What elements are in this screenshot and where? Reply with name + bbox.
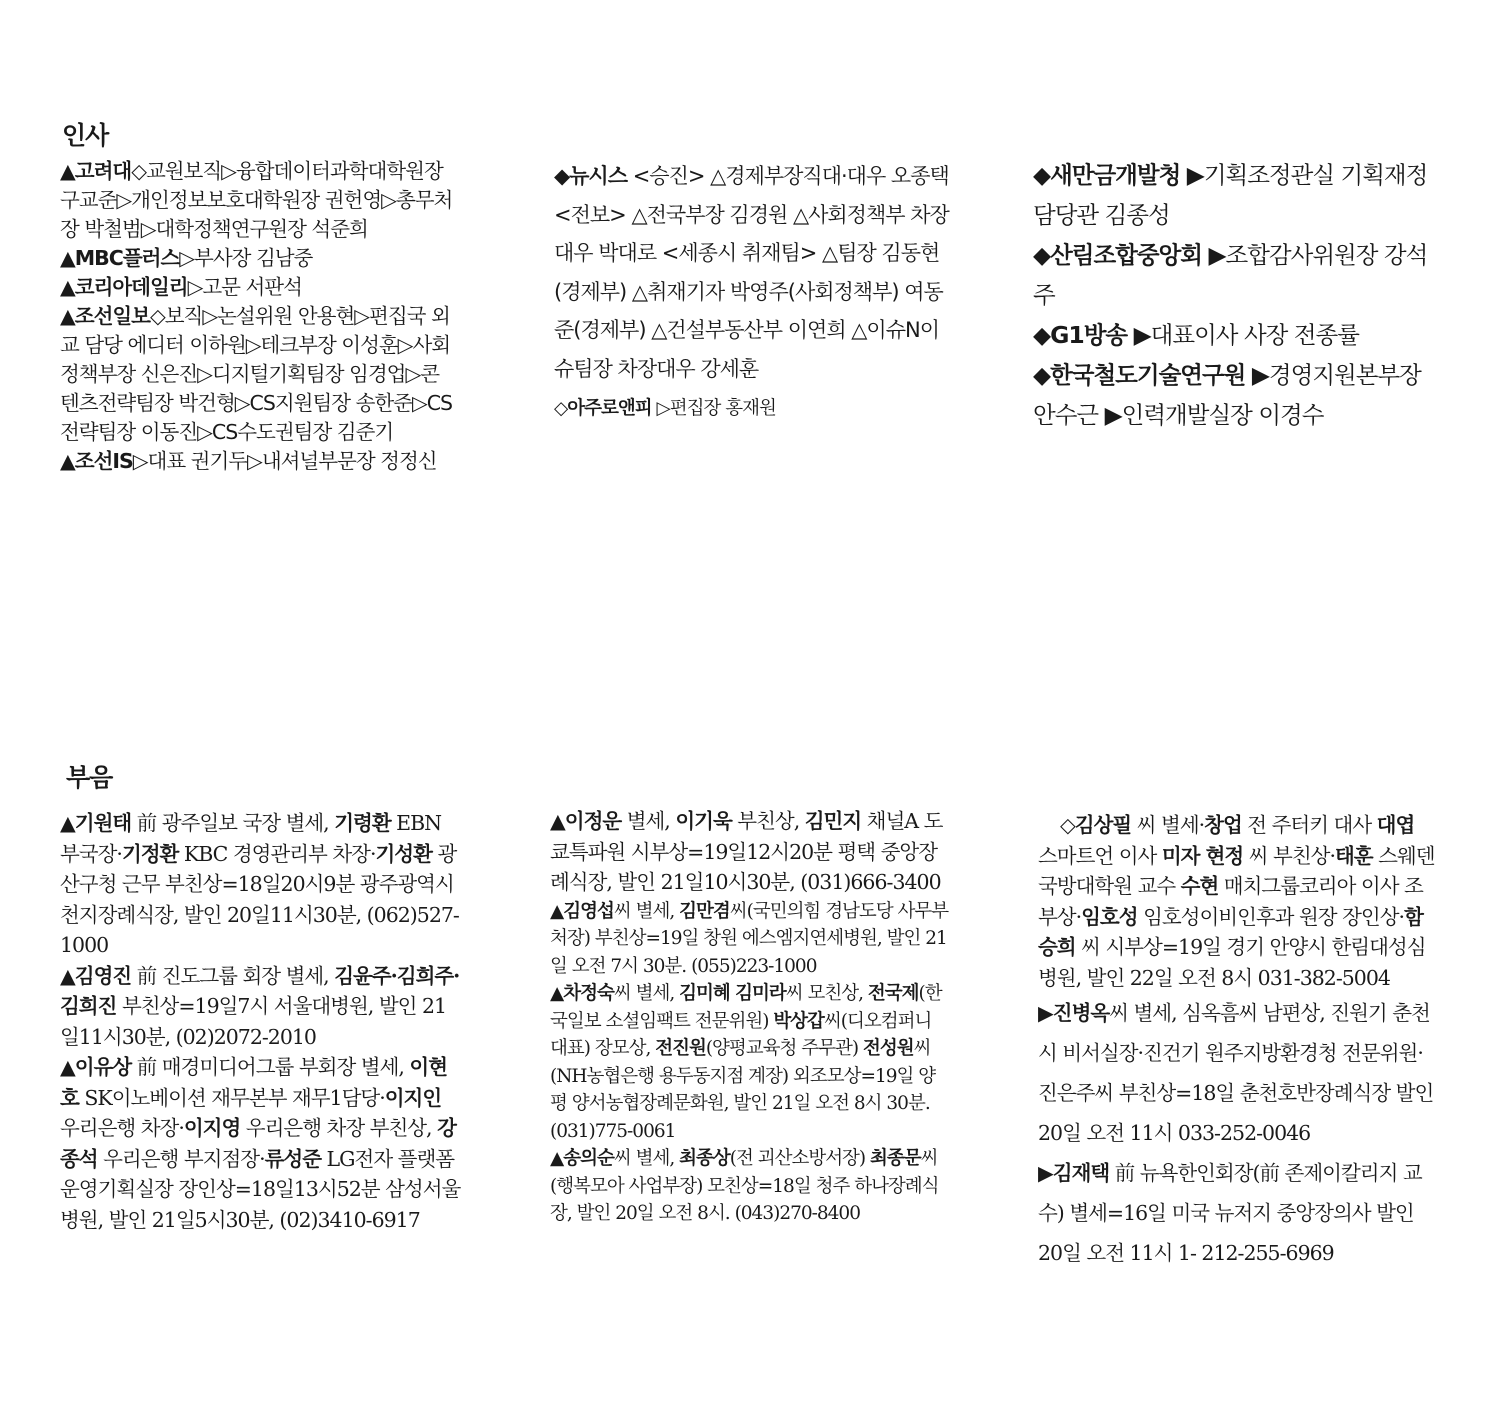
obituary-entry bbox=[550, 980, 950, 1145]
person-name: 김만겸 bbox=[679, 900, 730, 922]
obituary-entry bbox=[1038, 810, 1438, 993]
personnel-entry bbox=[1033, 315, 1433, 355]
entry-text: 씨 별세, bbox=[613, 1148, 680, 1169]
entry-text: 씨 모친상, bbox=[785, 983, 868, 1004]
obituary-column-1 bbox=[60, 808, 464, 1235]
entry-text: 우리은행 부지점장· bbox=[97, 1146, 265, 1171]
personnel-entry bbox=[1033, 155, 1433, 235]
person-name: 최종상 bbox=[679, 1148, 730, 1169]
entry-text: 광산구청 근무 부친상=18일20시9분 광주광역시 천지장례식장, 발인 20일11시30분, (062)527-1000 bbox=[60, 841, 459, 957]
person-name: ▶김재택 bbox=[1038, 1161, 1110, 1185]
entry-text: 우리은행 차장 부친상, bbox=[240, 1116, 438, 1140]
obituary-entry bbox=[550, 806, 950, 898]
personnel-entry bbox=[60, 447, 455, 476]
person-name: ▲김영진 bbox=[60, 963, 132, 988]
entry-text: 스마트언 이사 bbox=[1038, 843, 1162, 868]
personnel-entry bbox=[554, 157, 949, 388]
entry-text: ▶기획조정관실 기획재정담당관 김종성 bbox=[1033, 161, 1428, 229]
entry-org: ◆G1방송 bbox=[1033, 321, 1128, 349]
person-name: 전국제 bbox=[867, 983, 919, 1004]
personnel-column-1 bbox=[60, 157, 455, 476]
person-name: 김미혜 김미라 bbox=[679, 983, 786, 1004]
person-name: 이지인 bbox=[384, 1085, 442, 1110]
obituary-heading: 부음 bbox=[66, 763, 113, 792]
person-name: ▲차정숙 bbox=[550, 983, 614, 1004]
entry-text: ▶대표이사 사장 전종률 bbox=[1127, 321, 1359, 349]
entry-text: ▷대표 권기두▷내셔널부문장 정정신 bbox=[132, 449, 437, 473]
person-name: ▲이유상 bbox=[60, 1055, 132, 1079]
personnel-entry bbox=[60, 244, 455, 273]
personnel-entry bbox=[60, 273, 455, 302]
entry-org: ◆한국철도기술연구원 bbox=[1033, 361, 1246, 389]
entry-text: ▶경영지원본부장 안수근 ▶인력개발실장 이경수 bbox=[1033, 361, 1421, 429]
entry-org: ▲MBC플러스 bbox=[60, 246, 180, 270]
entry-org: ▲조선IS bbox=[60, 449, 133, 473]
entry-text: ▷고문 서판석 bbox=[187, 275, 302, 299]
entry-text: 채널A 도쿄특파원 시부상=19일12시20분 평택 중앙장례식장, 발인 21일10시30분, (031)666-3400 bbox=[550, 809, 943, 894]
entry-text: SK이노베이션 재무본부 재무1담당· bbox=[78, 1085, 385, 1110]
entry-text: 스웨덴국방대학원 교수 bbox=[1038, 843, 1435, 898]
person-name: 강종석 bbox=[60, 1116, 456, 1171]
entry-text: 前 진도그룹 회장 별세, bbox=[131, 963, 335, 988]
person-name: 전성원 bbox=[863, 1038, 914, 1059]
person-name: ◇김상필 bbox=[1060, 813, 1132, 837]
person-name: 박상갑 bbox=[773, 1010, 824, 1032]
entry-text: (한국일보 소셜임팩트 전문위원) bbox=[550, 983, 942, 1032]
personnel-column-3 bbox=[1033, 155, 1433, 435]
person-name: 최종문 bbox=[870, 1148, 921, 1169]
person-name: 기령환 bbox=[334, 811, 391, 835]
person-name: 미자 현정 bbox=[1161, 843, 1244, 868]
entry-text: 씨 별세· bbox=[1131, 813, 1205, 837]
entry-text: 임호성이비인후과 원장 장인상· bbox=[1137, 904, 1405, 929]
personnel-entry bbox=[60, 157, 455, 244]
entry-text: LG전자 플랫폼운영기획실장 장인상=18일13시52분 삼성서울병원, 발인 21일5시30분, (02)3410-6917 bbox=[60, 1146, 461, 1232]
entry-org: ▲코리아데일리 bbox=[60, 275, 188, 299]
entry-text: 우리은행 차장· bbox=[60, 1116, 184, 1140]
entry-org: ▲조선일보 bbox=[60, 304, 150, 328]
obituary-entry bbox=[550, 898, 950, 981]
entry-text: ▷편집장 홍재원 bbox=[651, 398, 776, 419]
person-name: ▲김영섭 bbox=[550, 900, 614, 922]
person-name: 이현호 bbox=[60, 1055, 448, 1110]
entry-text: 별세, bbox=[621, 809, 676, 833]
entry-org: ◆산림조합중앙회 bbox=[1033, 241, 1202, 269]
entry-text: 부친상, bbox=[731, 809, 805, 833]
obituary-column-2 bbox=[550, 806, 950, 1228]
entry-text: 前 뉴욕한인회장(前 존제이칼리지 교수) 별세=16일 미국 뉴저지 중앙장의사 발인 20일 오전 11시 1- 212-255-6969 bbox=[1038, 1161, 1422, 1265]
entry-text: 씨 시부상=19일 경기 안양시 한림대성심병원, 발인 22일 오전 8시 031-382-5004 bbox=[1038, 935, 1426, 990]
entry-text: (전 괴산소방서장) bbox=[729, 1148, 871, 1169]
person-name: 기정환 bbox=[121, 841, 179, 866]
person-name: 창업 bbox=[1204, 813, 1242, 837]
entry-text: EBN 부국장· bbox=[60, 811, 442, 866]
personnel-column-2 bbox=[554, 157, 949, 429]
entry-text: ▶조합감사위원장 강석주 bbox=[1033, 241, 1428, 309]
person-name: 태훈 bbox=[1334, 843, 1373, 868]
person-name: 함승희 bbox=[1038, 904, 1423, 959]
person-name: ▲기원태 bbox=[60, 811, 132, 835]
obituary-entry bbox=[60, 1052, 464, 1235]
person-name: ▶진병옥 bbox=[1038, 1001, 1110, 1025]
personnel-entry bbox=[60, 302, 455, 447]
person-name: 류성준 bbox=[264, 1146, 322, 1171]
person-name: 기성환 bbox=[375, 841, 432, 866]
entry-text: (양평교육청 주무관) bbox=[705, 1038, 864, 1059]
entry-org: ▲고려대 bbox=[60, 159, 132, 183]
person-name: 이기욱 bbox=[675, 809, 732, 833]
obituary-entry bbox=[60, 808, 464, 961]
person-name: 임호성 bbox=[1081, 904, 1138, 929]
entry-text: 씨 부친상· bbox=[1243, 843, 1335, 868]
person-name: 김윤주·김희주·김희진 bbox=[60, 963, 460, 1018]
entry-org: ◆뉴시스 bbox=[554, 164, 628, 188]
obituary-entry bbox=[1038, 1153, 1438, 1273]
entry-text: <승진> △경제부장직대·대우 오종택 <전보> △전국부장 김경원 △사회정책부 차장대우 박대로 <세종시 취재팀> △팀장 김동현(경제부) △취재기자 박영주(사회정책부) 여동준(경제부) △건설부동산부 이연희 △이슈N이슈팀장 차장대우 강세훈 bbox=[554, 164, 949, 381]
entry-text: 씨 별세, bbox=[613, 900, 680, 922]
entry-text: 씨(디오컴퍼니 대표) 장모상, bbox=[550, 1010, 932, 1059]
entry-org: ◇아주로앤피 bbox=[554, 398, 652, 419]
person-name: 수현 bbox=[1180, 874, 1219, 898]
entry-text: 前 매경미디어그룹 부회장 별세, bbox=[131, 1055, 410, 1079]
person-name: 이지영 bbox=[183, 1116, 241, 1140]
person-name: ▲송의순 bbox=[550, 1148, 614, 1169]
entry-org: ◆새만금개발청 bbox=[1033, 161, 1181, 189]
entry-text: 씨(행복모아 사업부장) 모친상=18일 청주 하나장례식장, 발인 20일 오전 8시. (043)270-8400 bbox=[550, 1148, 939, 1224]
personnel-entry bbox=[1033, 355, 1433, 435]
person-name: 전진원 bbox=[655, 1038, 706, 1059]
entry-text: 부친상=19일7시 서울대병원, 발인 21일11시30분, (02)2072-2010 bbox=[60, 994, 447, 1049]
obituary-entry bbox=[60, 961, 464, 1053]
personnel-entry bbox=[554, 390, 949, 429]
entry-text: 씨(NH농협은행 용두동지점 계장) 외조모상=19일 양평 양서농협장례문화원, 발인 21일 오전 8시 30분. (031)775-0061 bbox=[550, 1038, 936, 1142]
entry-text: 씨(국민의힘 경남도당 사무부처장) 부친상=19일 창원 에스엠지연세병원, 발인 21일 오전 7시 30분. (055)223-1000 bbox=[550, 900, 949, 977]
personnel-heading: 인사 bbox=[62, 121, 109, 150]
entry-text: KBC 경영관리부 차장· bbox=[178, 841, 376, 866]
entry-text: 전 주터키 대사 bbox=[1241, 813, 1377, 837]
person-name: ▲이정운 bbox=[550, 809, 622, 833]
obituary-entry bbox=[1038, 993, 1438, 1153]
entry-text: 매치그룹코리아 이사 조부상· bbox=[1038, 874, 1423, 929]
entry-text: 前 광주일보 국장 별세, bbox=[131, 811, 335, 835]
person-name: 김민지 bbox=[804, 809, 862, 833]
entry-text: ◇교원보직▷융합데이터과학대학원장 구교준▷개인정보보호대학원장 권헌영▷총무처장 박철범▷대학정책연구원장 석준희 bbox=[60, 159, 453, 241]
entry-text: 씨 별세, bbox=[613, 983, 680, 1004]
person-name: 대엽 bbox=[1376, 813, 1415, 837]
entry-text: ▷부사장 김남중 bbox=[179, 246, 313, 270]
obituary-column-3 bbox=[1038, 810, 1438, 1273]
entry-text: ◇보직▷논설위원 안용현▷편집국 외교 담당 에디터 이하원▷테크부장 이성훈▷사회정책부장 신은진▷디지털기획팀장 임경업▷콘텐츠전략팀장 박건형▷CS지원팀장 송한준▷CS전략팀장 이동진▷CS수도권팀장 김준기 bbox=[60, 304, 453, 444]
personnel-entry bbox=[1033, 235, 1433, 315]
obituary-entry bbox=[550, 1145, 950, 1228]
entry-text: 씨 별세, 심옥흠씨 남편상, 진원기 춘천시 비서실장·진건기 원주지방환경청 전문위원·진은주씨 부친상=18일 춘천호반장례식장 발인 20일 오전 11시 033-252-0046 bbox=[1038, 1001, 1434, 1145]
